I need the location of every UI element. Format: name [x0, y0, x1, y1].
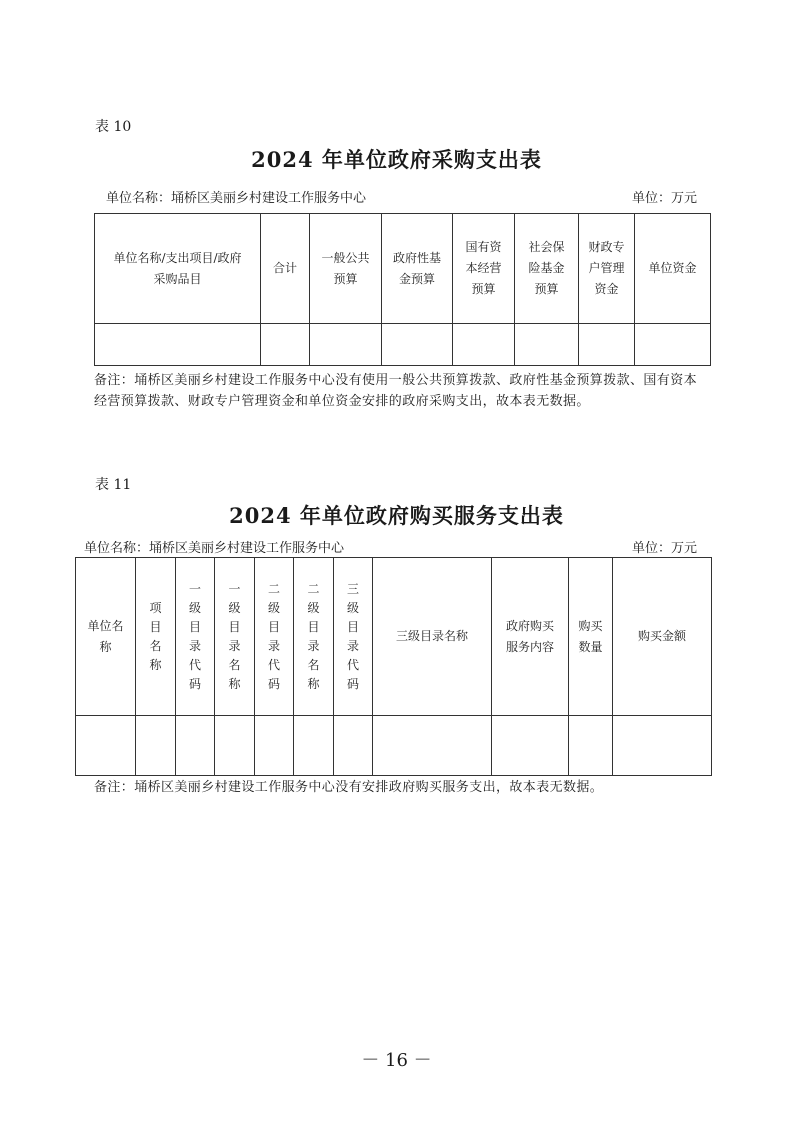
header-social-insurance-budget: 社会保 险基金 预算 — [515, 214, 579, 324]
header-total: 合计 — [261, 214, 310, 324]
header-gov-fund-budget: 政府性基 金预算 — [382, 214, 453, 324]
page-number: － 16 － — [361, 1050, 432, 1071]
table10-unit-name: 单位名称：埇桥区美丽乡村建设工作服务中心 — [106, 191, 367, 206]
header-state-capital-budget: 国有资 本经营 预算 — [453, 214, 515, 324]
table11-grid — [75, 557, 712, 776]
header-unit-funds: 单位资金 — [635, 214, 711, 324]
header-level1-code: 一 级 目 录 代 码 — [176, 558, 215, 716]
header-purchase-quantity: 购买 数量 — [569, 558, 613, 716]
header-unit-name: 单位名 称 — [76, 558, 136, 716]
table10-label: 表 10 — [95, 119, 132, 135]
header-purchase-amount: 购买金额 — [613, 558, 712, 716]
header-service-content: 政府购买 服务内容 — [492, 558, 569, 716]
header-unit-item: 单位名称/支出项目/政府 采购品目 — [95, 214, 261, 324]
table11-unit: 单位：万元 — [632, 541, 698, 556]
table10-note: 备注：埇桥区美丽乡村建设工作服务中心没有使用一般公共预算拨款、政府性基金预算拨款、国有资本经营预算拨款、财政专户管理资金和单位资金安排的政府采购支出，故本表无数据。 — [94, 373, 698, 409]
table10-header-row — [95, 214, 711, 324]
table10-title: 2024 年单位政府采购支出表 — [251, 147, 542, 172]
table10-unit: 单位：万元 — [632, 191, 698, 206]
table11-label: 表 11 — [95, 477, 132, 493]
table11-note: 备注：埇桥区美丽乡村建设工作服务中心没有安排政府购买服务支出，故本表无数据。 — [94, 780, 604, 795]
header-level3-name: 三级目录名称 — [373, 558, 492, 716]
header-level1-name: 一 级 目 录 名 称 — [215, 558, 255, 716]
header-level3-code: 三 级 目 录 代 码 — [334, 558, 373, 716]
header-project-name: 项 目 名 称 — [136, 558, 176, 716]
table11-title: 2024 年单位政府购买服务支出表 — [229, 503, 564, 528]
table11-header-row — [76, 558, 712, 716]
table11-empty-row — [76, 716, 712, 776]
table10-grid — [94, 213, 711, 366]
header-level2-code: 二 级 目 录 代 码 — [255, 558, 294, 716]
header-level2-name: 二 级 目 录 名 称 — [294, 558, 334, 716]
header-special-account-funds: 财政专 户管理 资金 — [579, 214, 635, 324]
table11-unit-name: 单位名称：埇桥区美丽乡村建设工作服务中心 — [84, 541, 345, 556]
header-general-budget: 一般公共 预算 — [310, 214, 382, 324]
table10-empty-row — [95, 324, 711, 366]
